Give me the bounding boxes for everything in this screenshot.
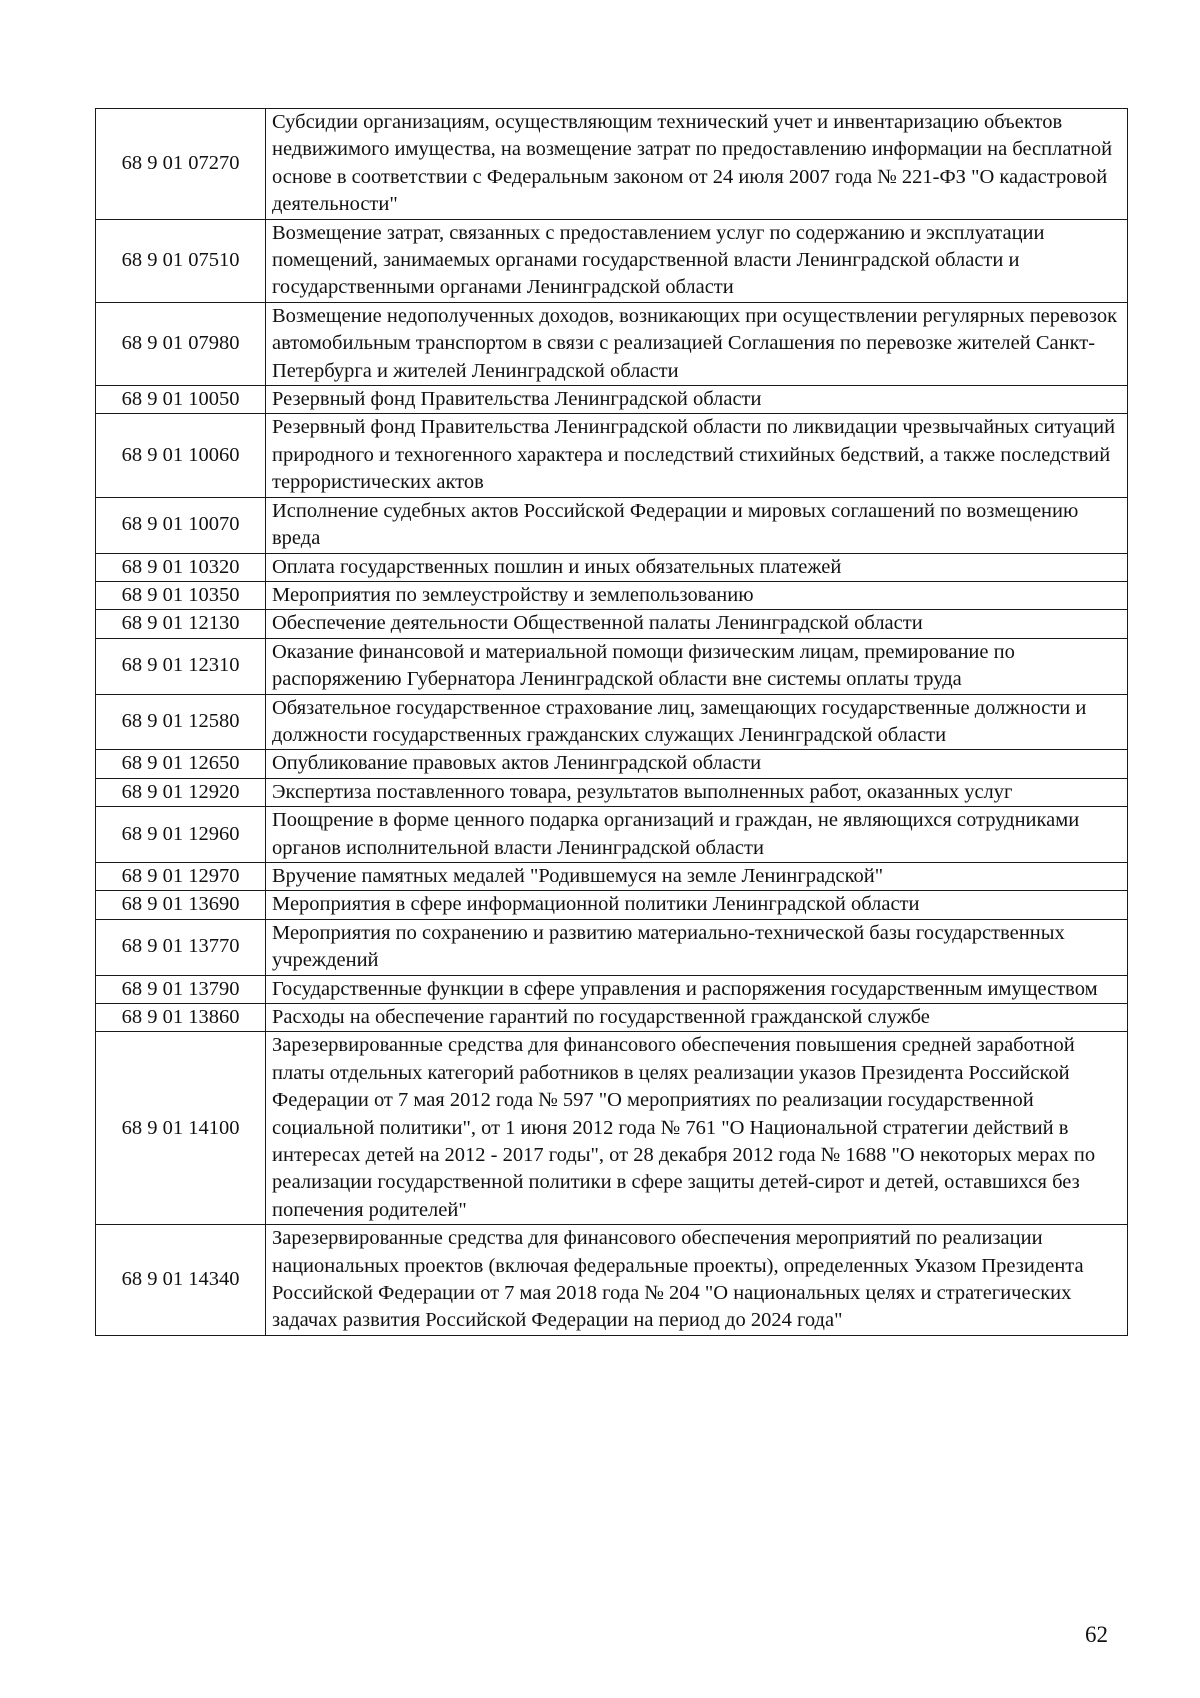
table-row — [96, 553, 1128, 581]
table-row — [96, 891, 1128, 919]
row-code: 68 9 01 13770 — [96, 919, 266, 975]
page-number: 62 — [1085, 1622, 1108, 1647]
row-description: Обеспечение деятельности Общественной палаты Ленинградской области — [266, 610, 1128, 638]
table-row — [96, 750, 1128, 778]
table-row — [96, 919, 1128, 975]
table-row — [96, 581, 1128, 609]
budget-codes-table — [95, 108, 1128, 1336]
table-row — [96, 807, 1128, 863]
row-description: Зарезервированные средства для финансового обеспечения мероприятий по реализации национальных проектов (включая федеральные проекты), определенных Указом Президента Российской Федерации от 7 мая 2018 года № 204 "О национальных целях и стратегических задачах развития Российской Федерации на период до 2024 года" — [266, 1225, 1128, 1336]
row-description: Оказание финансовой и материальной помощи физическим лицам, премирование по распоряжению Губернатора Ленинградской области вне системы оплаты труда — [266, 638, 1128, 694]
table-row — [96, 414, 1128, 497]
row-code: 68 9 01 12130 — [96, 610, 266, 638]
row-description: Обязательное государственное страхование лиц, замещающих государственные должности и должности государственных гражданских служащих Ленинградской области — [266, 694, 1128, 750]
row-description: Поощрение в форме ценного подарка организаций и граждан, не являющихся сотрудниками органов исполнительной власти Ленинградской области — [266, 807, 1128, 863]
row-code: 68 9 01 12970 — [96, 862, 266, 890]
row-code: 68 9 01 12580 — [96, 694, 266, 750]
row-description: Расходы на обеспечение гарантий по государственной гражданской службе — [266, 1004, 1128, 1032]
row-code: 68 9 01 10060 — [96, 414, 266, 497]
row-description: Возмещение затрат, связанных с предоставлением услуг по содержанию и эксплуатации помещений, занимаемых органами государственной власти Ленинградской области и государственными органами Ленинградской области — [266, 219, 1128, 302]
table-row — [96, 610, 1128, 638]
row-description: Мероприятия по сохранению и развитию материально-технической базы государственных учреждений — [266, 919, 1128, 975]
row-code: 68 9 01 13690 — [96, 891, 266, 919]
row-description: Субсидии организациям, осуществляющим технический учет и инвентаризацию объектов недвижимого имущества, на возмещение затрат по предоставлению информации на бесплатной основе в соответствии с Федеральным законом от 24 июля 2007 года № 221-ФЗ "О кадастровой деятельности" — [266, 109, 1128, 220]
table-row — [96, 109, 1128, 220]
table-row — [96, 975, 1128, 1003]
table-row — [96, 386, 1128, 414]
row-description: Опубликование правовых актов Ленинградской области — [266, 750, 1128, 778]
row-code: 68 9 01 14340 — [96, 1225, 266, 1336]
table-row — [96, 1032, 1128, 1225]
row-description: Резервный фонд Правительства Ленинградской области — [266, 386, 1128, 414]
table-body — [96, 109, 1128, 1336]
row-code: 68 9 01 07980 — [96, 302, 266, 385]
row-description: Экспертиза поставленного товара, результатов выполненных работ, оказанных услуг — [266, 778, 1128, 806]
row-code: 68 9 01 10320 — [96, 553, 266, 581]
table-row — [96, 1004, 1128, 1032]
table-row — [96, 862, 1128, 890]
row-code: 68 9 01 10070 — [96, 497, 266, 553]
row-description: Зарезервированные средства для финансового обеспечения повышения средней заработной платы отдельных категорий работников в целях реализации указов Президента Российской Федерации от 7 мая 2012 года № 597 "О мероприятиях по реализации государственной социальной политики", от 1 июня 2012 года № 761 "О Национальной стратегии действий в интересах детей на 2012 - 2017 годы", от 28 декабря 2012 года № 1688 "О некоторых мерах по реализации государственной политики в сфере защиты детей-сирот и детей, оставшихся без попечения родителей" — [266, 1032, 1128, 1225]
row-code: 68 9 01 12650 — [96, 750, 266, 778]
row-code: 68 9 01 12920 — [96, 778, 266, 806]
row-description: Резервный фонд Правительства Ленинградской области по ликвидации чрезвычайных ситуаций природного и техногенного характера и последствий стихийных бедствий, а также последствий террористических актов — [266, 414, 1128, 497]
table-row — [96, 219, 1128, 302]
row-code: 68 9 01 14100 — [96, 1032, 266, 1225]
row-code: 68 9 01 12960 — [96, 807, 266, 863]
table-row — [96, 497, 1128, 553]
table-row — [96, 694, 1128, 750]
table-row — [96, 778, 1128, 806]
row-code: 68 9 01 07270 — [96, 109, 266, 220]
row-description: Возмещение недополученных доходов, возникающих при осуществлении регулярных перевозок автомобильным транспортом в связи с реализацией Соглашения по перевозке жителей Санкт-Петербурга и жителей Ленинградской области — [266, 302, 1128, 385]
table-row — [96, 302, 1128, 385]
row-code: 68 9 01 13860 — [96, 1004, 266, 1032]
row-description: Вручение памятных медалей "Родившемуся на земле Ленинградской" — [266, 862, 1128, 890]
row-code: 68 9 01 12310 — [96, 638, 266, 694]
row-description: Мероприятия в сфере информационной политики Ленинградской области — [266, 891, 1128, 919]
row-description: Исполнение судебных актов Российской Федерации и мировых соглашений по возмещению вреда — [266, 497, 1128, 553]
table-row — [96, 638, 1128, 694]
row-description: Мероприятия по землеустройству и землепользованию — [266, 581, 1128, 609]
table-row — [96, 1225, 1128, 1336]
row-description: Государственные функции в сфере управления и распоряжения государственным имуществом — [266, 975, 1128, 1003]
row-code: 68 9 01 10350 — [96, 581, 266, 609]
row-description: Оплата государственных пошлин и иных обязательных платежей — [266, 553, 1128, 581]
row-code: 68 9 01 07510 — [96, 219, 266, 302]
row-code: 68 9 01 10050 — [96, 386, 266, 414]
row-code: 68 9 01 13790 — [96, 975, 266, 1003]
